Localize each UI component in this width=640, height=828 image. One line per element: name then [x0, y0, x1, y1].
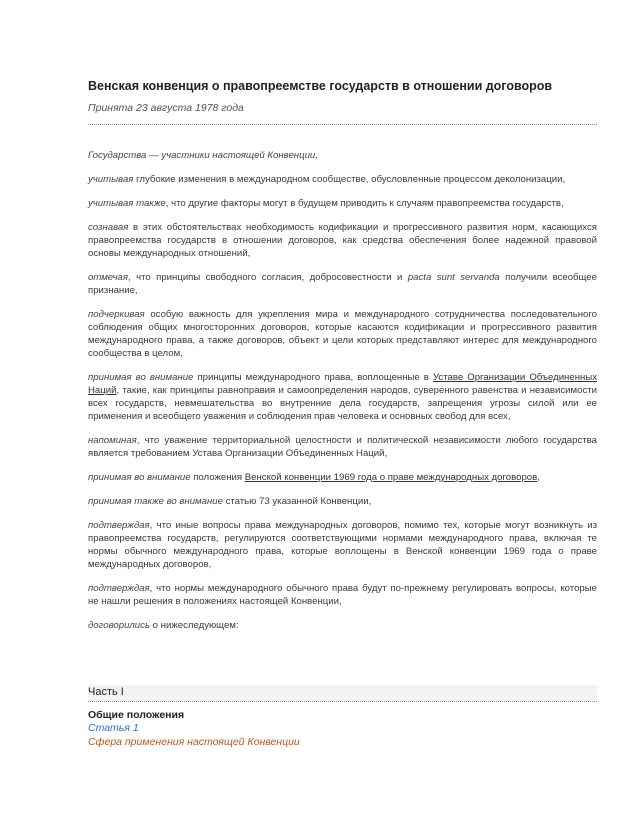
paragraph-text: статью 73 указанной Конвенции, [222, 496, 372, 507]
paragraph-lead: учитывая также [88, 198, 166, 209]
paragraph-lead: принимая во внимание [88, 372, 194, 383]
article-title: Сфера применения настоящей Конвенции [88, 736, 300, 748]
divider [88, 124, 597, 125]
paragraph-text: положения [190, 472, 245, 483]
paragraph-text: , что уважение территориальной целостности и политической независимости любого государства является требованием Устава Организации Объединенных Наций, [88, 435, 597, 459]
page-title: Венская конвенция о правопреемстве государств в отношении договоров [88, 79, 553, 93]
adoption-date: Принята 23 августа 1978 года [88, 102, 244, 114]
latin-phrase: pacta sunt servanda [407, 272, 500, 283]
paragraph [88, 619, 597, 632]
paragraph-text: , что принципы свободного согласия, добросовестности и [128, 272, 408, 283]
paragraph [88, 197, 597, 210]
vienna-convention-1969-link[interactable]: Венской конвенции 1969 года о праве международных договоров [244, 472, 538, 483]
paragraph-text: получили всеобщее признание, [88, 272, 597, 296]
paragraph-text: , что иные вопросы права международных договоров, помимо тех, которые могут возникнуть из правопреемства государств, регулируются соответствующими нормами международного права, включая те нормы обычного международного права, которые воплощены в Венской конвенции 1969 года о праве международных договоров, [88, 520, 597, 570]
paragraph-lead: сознавая [88, 222, 129, 233]
paragraph [88, 582, 597, 608]
part-heading: Часть I [88, 685, 597, 700]
paragraph [88, 221, 597, 260]
paragraph-lead: подтверждая [88, 583, 150, 594]
paragraph [88, 471, 597, 484]
paragraph-lead: учитывая [88, 174, 134, 185]
paragraph [88, 519, 597, 571]
paragraph-text: , такие, как принципы равноправия и самоопределения народов, суверенного равенства и независимости всех государств, невмешательства во внутренние дела государств, запрещения угрозы силой или ее применения и всеобщего уважения и соблюдения прав человека и основных свобод для всех, [88, 385, 597, 422]
paragraph [88, 308, 597, 360]
paragraph-text: , что нормы международного обычного права будут по-прежнему регулировать вопросы, которые не нашли решения в положениях настоящей Конвенции, [88, 583, 597, 607]
paragraph-lead: напоминая [88, 435, 137, 446]
paragraph-lead: принимая во внимание [88, 472, 191, 483]
paragraph-text: глубокие изменения в международном сообществе, обусловленные процессом деколонизации, [133, 174, 566, 185]
paragraph-lead: подчеркивая [88, 309, 145, 320]
paragraph-lead: подтверждая [88, 520, 150, 531]
paragraph [88, 271, 597, 297]
paragraph-lead: принимая также во внимание [88, 496, 223, 507]
paragraph [88, 149, 597, 162]
paragraph-lead: отмечая [88, 272, 129, 283]
paragraph-text: принципы международного права, воплощенные в [193, 372, 433, 383]
paragraph [88, 495, 597, 508]
paragraph-text: , [537, 472, 540, 483]
paragraph-text: особую важность для укрепления мира и международного сотрудничества последовательного соблюдения общих многосторонних договоров, которые касаются кодификации и прогрессивного развития международного права, а также договоров, объект и цели которых представляют интерес для международного сообщества в целом, [88, 309, 597, 359]
divider [88, 701, 597, 702]
paragraph-text: в этих обстоятельствах необходимость кодификации и прогрессивного развития норм, касающихся правопреемства государств в отношении договоров, как средства обеспечения более надежной правовой основы международных отношений, [88, 222, 597, 259]
paragraph-text: о нижеследующем: [150, 620, 239, 631]
section-heading: Общие положения [88, 709, 185, 721]
paragraph [88, 173, 597, 186]
preamble [88, 149, 597, 643]
un-charter-link[interactable]: Уставе Организации Объединенных Наций [88, 372, 597, 396]
article-heading: Статья 1 [88, 722, 139, 734]
paragraph-text: , что другие факторы могут в будущем приводить к случаям правопреемства государств, [165, 198, 564, 209]
paragraph-lead: договорились [88, 620, 150, 631]
paragraph-lead: Государства — участники настоящей Конвенции, [88, 150, 318, 161]
paragraph [88, 434, 597, 460]
paragraph [88, 371, 597, 423]
